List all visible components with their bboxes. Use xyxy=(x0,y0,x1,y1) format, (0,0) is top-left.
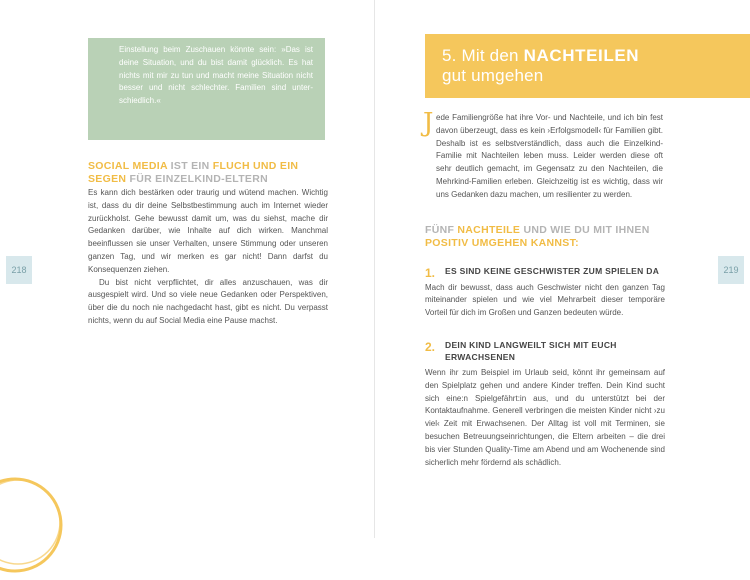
right-page xyxy=(375,0,750,538)
heading-highlight: NACHTEILE xyxy=(457,224,521,236)
item-text: Mach dir bewusst, dass auch Geschwister nicht den ganzen Tag miteinander spielen und wie viel Mehrarbeit dieser temporäre Vorteil für dich im Großen und Ganzen bedeuten würde. xyxy=(425,282,665,318)
heading-text: FÜNF xyxy=(425,224,455,236)
list-item xyxy=(425,340,665,469)
decorative-circle xyxy=(0,470,70,580)
heading-text: UND WIE DU MIT IHNEN xyxy=(523,224,650,236)
chapter-title-prefix: 5. Mit den xyxy=(442,46,519,65)
heading-text: IST EIN xyxy=(170,160,210,172)
list-item xyxy=(425,266,665,320)
chapter-title-suffix: gut umgehen xyxy=(442,66,544,85)
paragraph: Es kann dich bestärken oder traurig und wütend machen. Wichtig ist, dass du dir deine Selbstbestimmung auch im Internet wieder zurückholst. Gehe bewusst damit um, was du siehst, mache dir Gedanken darüber, wie Inhalte auf dich wirken. Manchmal beeinflussen sie unser Verhalten, unsere Stimmung oder unseren ganzen Tag, und wir merken es gar nicht! Dann darfst du Konsequenzen ziehen. xyxy=(88,188,328,274)
heading-highlight: FLUCH UND EIN SEGEN xyxy=(88,160,299,185)
intro-paragraph xyxy=(425,112,663,202)
quote-box xyxy=(88,38,325,140)
heading-text: FÜR EINZELKIND-ELTERN xyxy=(129,172,268,185)
page-number-right: 219 xyxy=(718,256,744,284)
section-heading-social-media xyxy=(88,160,328,185)
heading-highlight: POSITIV UMGEHEN KANNST: xyxy=(425,236,579,249)
paragraph: Du bist nicht verpflichtet, dir alles anzuschauen, was dir ausgespielt wird. Und so viele neue Gedanken oder Perspektiven, über die du noch nie nachgedacht hast, gibt es nicht. Du verpasst nichts, wenn du auf Social Media eine Pause machst. xyxy=(88,277,328,325)
chapter-title-bold: NACHTEILEN xyxy=(523,46,640,65)
item-text: Wenn ihr zum Beispiel im Urlaub seid, könnt ihr gemeinsam auf den Spielplatz gehen und andere Kinder treffen. Dein Kind sucht sich eine:n Spielgefährt:in aus, und du unterstützt bei der Kontaktaufnahme. Generell verbringen die meisten Kinder nicht ›zu viel‹ Zeit mit Erwachsenen. Der Alltag ist voll mit Terminen, sie besuchen Betreuungseinrichtungen, die Eltern arbeiten – die drei bis vier Stunden Quality-Time am Abend und am Wochenende sind sicherlich mehr fördernd als schädlich. xyxy=(425,368,665,467)
quote-text: Einstellung beim Zuschauen könnte sein: »Das ist deine Situation, und du bist damit glücklich. Es hat nichts mit mir zu tun und macht meine Situation nicht besser und nicht schlechter. Familien sind unter-schiedlich.« xyxy=(119,45,313,106)
heading-highlight: SOCIAL MEDIA xyxy=(88,160,168,172)
page-number-left: 218 xyxy=(6,256,32,284)
item-number: 1. xyxy=(425,266,436,280)
chapter-header xyxy=(425,34,750,98)
item-title: DEIN KIND LANGWEILT SICH MIT EUCH ERWACHSENEN xyxy=(445,340,617,362)
body-text-left xyxy=(88,187,328,328)
left-page xyxy=(0,0,375,538)
drop-cap: J xyxy=(423,108,434,138)
intro-text: ede Familiengröße hat ihre Vor- und Nachteile, und ich bin fest davon überzeugt, dass es kein ›Erfolgsmodell‹ für Familien gibt. Deshalb ist es selbstverständlich, dass auch die Einzelkind-Familie mit Nachteilen leben muss. Leider werden diese oft sehr deutlich gemacht, im Gegensatz zu den Nachteilen, die Mehrkind-Familien erleben. Gleichzeitig ist es wichtig, dass wir uns Gedanken dazu machen, um resilienter zu werden. xyxy=(436,113,663,199)
item-number: 2. xyxy=(425,340,436,354)
item-title: ES SIND KEINE GESCHWISTER ZUM SPIELEN DA xyxy=(445,266,660,276)
section-heading-nachteile xyxy=(425,224,665,249)
